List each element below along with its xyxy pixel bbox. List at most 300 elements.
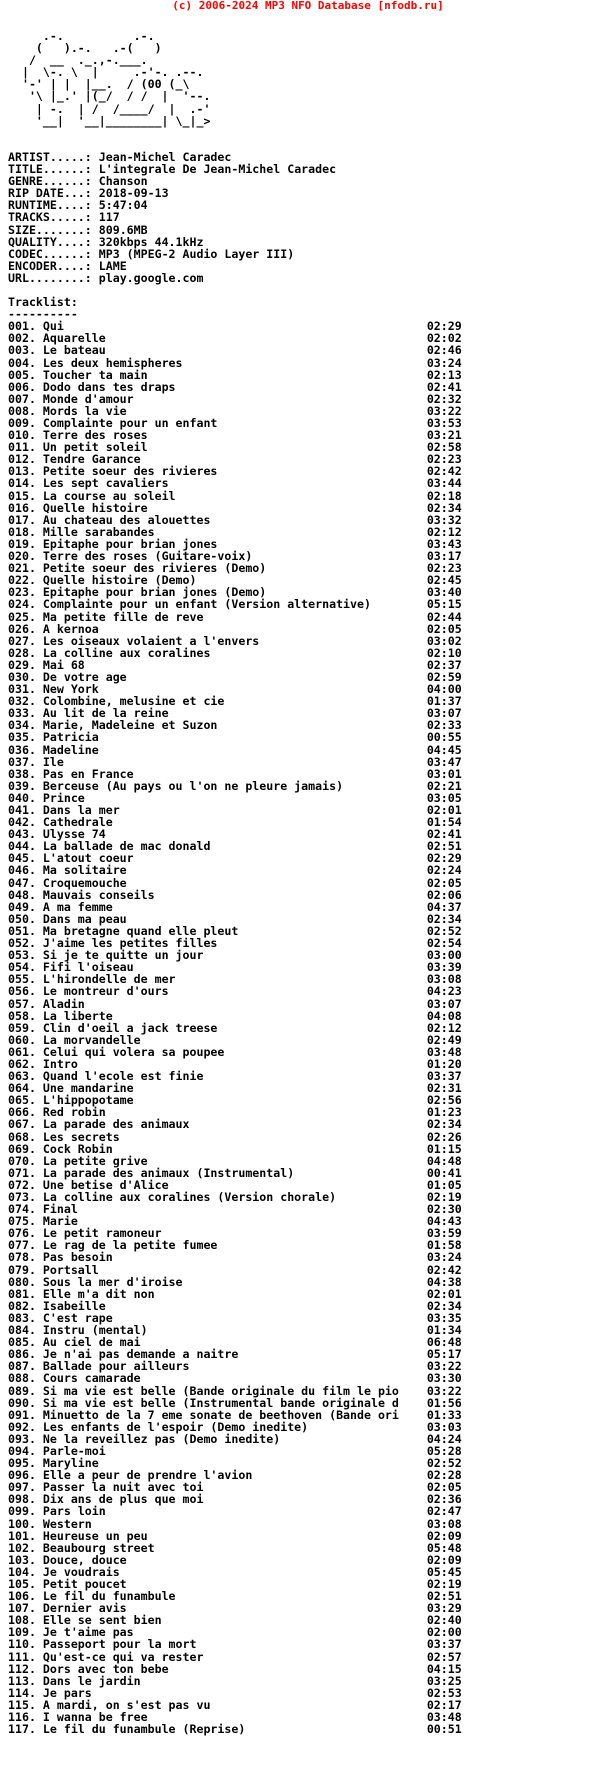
track-title: La ballade de mac donald bbox=[42, 839, 211, 854]
track-duration: 03:30 bbox=[426, 1371, 462, 1386]
track-duration: 02:54 bbox=[426, 936, 462, 951]
track-number: 014. bbox=[8, 476, 43, 491]
track-duration: 03:59 bbox=[426, 1226, 462, 1241]
track-number: 115. bbox=[8, 1697, 43, 1712]
track-number: 039. bbox=[8, 778, 43, 793]
track-duration: 02:53 bbox=[426, 1685, 462, 1700]
track-title: A kernoa bbox=[42, 621, 99, 636]
track-number: 101. bbox=[8, 1528, 43, 1543]
track-duration: 02:42 bbox=[426, 1262, 462, 1277]
track-number: 044. bbox=[8, 839, 43, 854]
track-duration: 02:19 bbox=[426, 1577, 462, 1591]
track-title: Toucher ta main bbox=[42, 367, 148, 382]
track-title: Clin d'oeil a jack treese bbox=[42, 1020, 218, 1035]
track-title: Le petit ramoneur bbox=[42, 1226, 162, 1241]
track-number: 105. bbox=[8, 1577, 43, 1591]
track-duration: 04:48 bbox=[426, 1153, 462, 1168]
track-duration: 03:07 bbox=[426, 996, 462, 1011]
track-title: Dans ma peau bbox=[42, 911, 127, 926]
track-duration: 04:38 bbox=[426, 1274, 462, 1289]
track-duration: 03:35 bbox=[426, 1310, 462, 1325]
track-title: Les oiseaux volaient a l'envers bbox=[42, 633, 260, 648]
track-number: 019. bbox=[8, 536, 43, 551]
track-title: Je voudrais bbox=[42, 1564, 120, 1579]
track-title: Madeline bbox=[42, 742, 99, 757]
track-number: 020. bbox=[8, 549, 43, 564]
track-number: 080. bbox=[8, 1274, 43, 1289]
track-duration: 02:12 bbox=[426, 524, 462, 539]
track-title: Mai 68 bbox=[42, 657, 85, 672]
track-duration: 01:15 bbox=[426, 1141, 462, 1156]
track-title: Si ma vie est belle (Bande originale du film le pio bbox=[42, 1383, 399, 1398]
track-duration: 03:22 bbox=[426, 1383, 462, 1398]
track-title: La colline aux coralines (Version chorale) bbox=[42, 1190, 337, 1204]
title-value: L'integrale De Jean-Michel Caradec bbox=[98, 162, 337, 177]
track-duration: 03:25 bbox=[426, 1673, 462, 1688]
track-duration: 02:46 bbox=[426, 343, 462, 358]
track-title: I wanna be free bbox=[42, 1710, 148, 1725]
track-title: Prince bbox=[42, 790, 85, 805]
track-duration: 02:34 bbox=[426, 1298, 462, 1313]
track-title: Quelle histoire (Demo) bbox=[42, 573, 197, 588]
track-title: Cours camarade bbox=[42, 1371, 141, 1386]
track-duration: 02:49 bbox=[426, 1032, 462, 1047]
track-duration: 01:20 bbox=[426, 1056, 462, 1071]
track-title: Mille sarabandes bbox=[42, 524, 155, 539]
track-number: 075. bbox=[8, 1214, 43, 1229]
track-duration: 05:17 bbox=[426, 1347, 462, 1362]
track-title: Dodo dans tes draps bbox=[42, 379, 176, 394]
track-title: Ma petite fille de reve bbox=[42, 609, 204, 624]
track-duration: 02:34 bbox=[426, 911, 462, 926]
track-title: Red robin bbox=[42, 1105, 106, 1120]
track-duration: 01:54 bbox=[426, 815, 462, 830]
track-title: Les enfants de l'espoir (Demo inedite) bbox=[42, 1419, 309, 1434]
track-title: La colline aux coralines bbox=[42, 645, 211, 660]
track-duration: 02:13 bbox=[426, 367, 462, 382]
track-title: Le bateau bbox=[42, 343, 106, 358]
track-number: 078. bbox=[8, 1250, 43, 1265]
track-title: Le rag de la petite fumee bbox=[42, 1238, 218, 1253]
track-number: 093. bbox=[8, 1431, 43, 1446]
track-duration: 03:44 bbox=[426, 476, 462, 491]
track-title: Les secrets bbox=[42, 1129, 120, 1144]
track-title: Parle-moi bbox=[42, 1443, 106, 1458]
track-number: 004. bbox=[8, 355, 43, 370]
track-duration: 02:33 bbox=[426, 718, 462, 733]
track-number: 030. bbox=[8, 669, 43, 684]
track-number: 042. bbox=[8, 815, 43, 830]
track-duration: 02:37 bbox=[426, 657, 462, 672]
track-duration: 04:08 bbox=[426, 1008, 462, 1023]
track-duration: 03:47 bbox=[426, 754, 462, 769]
track-duration: 04:00 bbox=[426, 682, 462, 697]
track-title: Ulysse 74 bbox=[42, 827, 106, 842]
nfo-text bbox=[8, 30, 462, 1735]
tracklist-separator: ---------- bbox=[8, 307, 78, 322]
track-number: 090. bbox=[8, 1395, 43, 1410]
track-title: Minuetto de la 7 eme sonate de beethoven (Bande ori bbox=[42, 1407, 399, 1422]
track-number: 055. bbox=[8, 972, 43, 987]
track-number: 083. bbox=[8, 1310, 43, 1325]
track-title: Pars loin bbox=[42, 1504, 106, 1519]
label-encoder: ENCODER....: bbox=[8, 258, 99, 273]
track-duration: 02:56 bbox=[426, 1093, 462, 1108]
track-number: 021. bbox=[8, 561, 43, 576]
track-title: Quelle histoire bbox=[42, 500, 148, 515]
track-duration: 02:40 bbox=[426, 1613, 462, 1628]
track-number: 037. bbox=[8, 754, 43, 769]
track-number: 008. bbox=[8, 403, 43, 418]
track-title: A ma femme bbox=[42, 899, 113, 914]
track-duration: 02:41 bbox=[426, 379, 462, 394]
track-number: 053. bbox=[8, 948, 43, 963]
track-title: Les deux hemispheres bbox=[42, 355, 183, 370]
track-duration: 03:24 bbox=[426, 355, 462, 370]
track-number: 104. bbox=[8, 1564, 43, 1579]
site-header: (c) 2006-2024 MP3 NFO Database [nfodb.ru] bbox=[172, 0, 444, 12]
track-title: Celui qui volera sa poupee bbox=[42, 1044, 225, 1059]
track-number: 067. bbox=[8, 1117, 43, 1132]
track-number: 005. bbox=[8, 367, 43, 382]
track-title: La course au soleil bbox=[42, 488, 176, 503]
track-duration: 02:12 bbox=[426, 1020, 462, 1035]
track-duration: 02:30 bbox=[426, 1202, 462, 1217]
track-number: 073. bbox=[8, 1190, 43, 1204]
track-title: Terre des roses bbox=[42, 428, 148, 443]
track-number: 079. bbox=[8, 1262, 43, 1277]
track-number: 032. bbox=[8, 694, 43, 709]
track-title: Monde d'amour bbox=[42, 391, 134, 406]
track-number: 097. bbox=[8, 1480, 43, 1495]
track-duration: 02:52 bbox=[426, 923, 462, 938]
track-duration: 04:23 bbox=[426, 984, 462, 999]
track-number: 034. bbox=[8, 718, 43, 733]
track-title: Ballade pour ailleurs bbox=[42, 1359, 190, 1374]
track-title: Mords la vie bbox=[42, 403, 127, 418]
track-duration: 02:51 bbox=[426, 1589, 462, 1604]
track-title: Fifi l'oiseau bbox=[42, 960, 134, 975]
track-title: Dans le jardin bbox=[42, 1673, 141, 1688]
track-title: Douce, douce bbox=[42, 1552, 127, 1567]
track-number: 050. bbox=[8, 911, 43, 926]
track-number: 061. bbox=[8, 1044, 43, 1059]
track-number: 107. bbox=[8, 1601, 43, 1616]
label-url: URL........: bbox=[8, 270, 99, 285]
track-number: 077. bbox=[8, 1238, 43, 1253]
track-duration: 03:37 bbox=[426, 1637, 462, 1652]
track-number: 117. bbox=[8, 1722, 43, 1737]
track-number: 052. bbox=[8, 936, 43, 951]
track-title: Epitaphe pour brian jones bbox=[42, 536, 218, 551]
track-title: Au lit de la reine bbox=[42, 706, 169, 721]
track-duration: 03:17 bbox=[426, 549, 462, 564]
track-title: Elle se sent bien bbox=[42, 1613, 162, 1628]
track-number: 085. bbox=[8, 1335, 43, 1350]
track-duration: 05:15 bbox=[426, 597, 462, 612]
track-title: Le montreur d'ours bbox=[42, 984, 169, 999]
track-title: Dans la mer bbox=[42, 803, 120, 817]
track-duration: 02:05 bbox=[426, 1480, 462, 1495]
tracks-value: 117 bbox=[98, 210, 120, 225]
label-codec: CODEC......: bbox=[8, 246, 99, 261]
track-title: Petite soeur des rivieres (Demo) bbox=[42, 561, 267, 576]
track-duration: 03:37 bbox=[426, 1069, 462, 1084]
track-number: 088. bbox=[8, 1371, 43, 1386]
label-artist: ARTIST.....: bbox=[8, 149, 99, 164]
track-duration: 03:29 bbox=[426, 1601, 462, 1616]
track-duration: 02:45 bbox=[426, 573, 462, 588]
track-duration: 03:08 bbox=[426, 972, 462, 987]
track-number: 082. bbox=[8, 1298, 43, 1313]
track-number: 074. bbox=[8, 1202, 43, 1217]
track-number: 054. bbox=[8, 960, 43, 975]
track-title: Petit poucet bbox=[42, 1577, 127, 1591]
track-title: L'hirondelle de mer bbox=[42, 972, 176, 987]
label-runtime: RUNTIME....: bbox=[8, 198, 99, 213]
track-number: 064. bbox=[8, 1081, 43, 1096]
track-title: Une betise d'Alice bbox=[42, 1177, 169, 1192]
track-number: 059. bbox=[8, 1020, 43, 1035]
track-number: 112. bbox=[8, 1661, 43, 1676]
track-title: Tendre Garance bbox=[42, 452, 141, 467]
track-number: 069. bbox=[8, 1141, 43, 1156]
track-title: Ma bretagne quand elle pleut bbox=[42, 923, 239, 938]
track-duration: 04:24 bbox=[426, 1431, 462, 1446]
track-number: 070. bbox=[8, 1153, 43, 1168]
track-title: Final bbox=[42, 1202, 78, 1217]
track-number: 049. bbox=[8, 899, 43, 914]
track-number: 076. bbox=[8, 1226, 43, 1241]
track-number: 023. bbox=[8, 585, 43, 600]
track-number: 033. bbox=[8, 706, 43, 721]
track-title: Passeport pour la mort bbox=[42, 1637, 197, 1652]
track-title: Instru (mental) bbox=[42, 1323, 148, 1338]
codec-value: MP3 (MPEG-2 Audio Layer III) bbox=[98, 246, 295, 261]
track-number: 113. bbox=[8, 1673, 43, 1688]
track-duration: 03:05 bbox=[426, 790, 462, 805]
track-duration: 02:23 bbox=[426, 452, 462, 467]
track-duration: 01:58 bbox=[426, 1238, 462, 1253]
track-number: 011. bbox=[8, 440, 43, 455]
track-title: Dernier avis bbox=[42, 1601, 127, 1616]
track-number: 098. bbox=[8, 1492, 43, 1507]
track-number: 058. bbox=[8, 1008, 43, 1023]
quality-value: 320kbps 44.1kHz bbox=[98, 234, 204, 249]
track-title: Mauvais conseils bbox=[42, 887, 155, 902]
track-title: La morvandelle bbox=[42, 1032, 141, 1047]
track-title: Intro bbox=[42, 1056, 78, 1071]
track-duration: 02:05 bbox=[426, 875, 462, 890]
track-title: Complainte pour un enfant (Version alternative) bbox=[42, 597, 371, 612]
track-duration: 02:18 bbox=[426, 488, 462, 503]
track-title: Les sept cavaliers bbox=[42, 476, 169, 491]
track-duration: 06:48 bbox=[426, 1335, 462, 1350]
track-duration: 03:53 bbox=[426, 416, 462, 430]
track-title: Dors avec ton bebe bbox=[42, 1661, 169, 1676]
track-number: 106. bbox=[8, 1589, 43, 1604]
track-duration: 02:10 bbox=[426, 645, 462, 660]
track-duration: 02:47 bbox=[426, 1504, 462, 1519]
track-duration: 00:55 bbox=[426, 730, 462, 745]
track-title: Ne la reveillez pas (Demo inedite) bbox=[42, 1431, 281, 1446]
label-size: SIZE.......: bbox=[8, 222, 99, 237]
track-duration: 01:05 bbox=[426, 1177, 462, 1192]
track-number: 092. bbox=[8, 1419, 43, 1434]
track-duration: 02:59 bbox=[426, 669, 462, 684]
track-duration: 02:01 bbox=[426, 803, 462, 817]
track-number: 094. bbox=[8, 1443, 43, 1458]
track-title: L'atout coeur bbox=[42, 851, 134, 866]
track-duration: 01:33 bbox=[426, 1407, 462, 1422]
tracklist-label: Tracklist: bbox=[8, 295, 78, 310]
track-number: 038. bbox=[8, 766, 43, 781]
track-title: Elle a peur de prendre l'avion bbox=[42, 1468, 253, 1483]
track-number: 031. bbox=[8, 682, 43, 697]
track-title: Western bbox=[42, 1516, 92, 1531]
track-title: C'est rape bbox=[42, 1310, 113, 1325]
track-number: 111. bbox=[8, 1649, 43, 1664]
track-duration: 02:34 bbox=[426, 1117, 462, 1132]
track-number: 025. bbox=[8, 609, 43, 624]
track-title: Je t'aime pas bbox=[42, 1625, 134, 1640]
track-number: 096. bbox=[8, 1468, 43, 1483]
track-number: 100. bbox=[8, 1516, 43, 1531]
track-title: Qui bbox=[42, 319, 64, 334]
track-duration: 02:32 bbox=[426, 391, 462, 406]
track-number: 102. bbox=[8, 1540, 43, 1555]
track-duration: 02:06 bbox=[426, 887, 462, 902]
label-rip-date: RIP DATE...: bbox=[8, 186, 99, 201]
track-duration: 03:32 bbox=[426, 512, 462, 527]
track-duration: 03:08 bbox=[426, 1516, 462, 1531]
track-number: 017. bbox=[8, 512, 43, 527]
track-title: La parade des animaux bbox=[42, 1117, 190, 1132]
track-duration: 02:31 bbox=[426, 1081, 462, 1096]
track-number: 045. bbox=[8, 851, 43, 866]
track-title: Petite soeur des rivieres bbox=[42, 464, 218, 479]
track-title: Portsall bbox=[42, 1262, 99, 1277]
track-number: 026. bbox=[8, 621, 43, 636]
track-title: Quand l'ecole est finie bbox=[42, 1069, 204, 1084]
track-number: 015. bbox=[8, 488, 43, 503]
track-number: 114. bbox=[8, 1685, 43, 1700]
track-duration: 02:21 bbox=[426, 778, 462, 793]
track-duration: 04:45 bbox=[426, 742, 462, 757]
track-duration: 02:52 bbox=[426, 1456, 462, 1471]
track-number: 041. bbox=[8, 803, 43, 817]
track-number: 016. bbox=[8, 500, 43, 515]
track-title: Le fil du funambule (Reprise) bbox=[42, 1722, 246, 1737]
track-title: Un petit soleil bbox=[42, 440, 148, 455]
track-title: Maryline bbox=[42, 1456, 99, 1471]
track-number: 046. bbox=[8, 863, 43, 878]
track-duration: 03:21 bbox=[426, 428, 462, 443]
track-number: 066. bbox=[8, 1105, 43, 1120]
track-number: 062. bbox=[8, 1056, 43, 1071]
runtime-value: 5:47:04 bbox=[98, 198, 148, 213]
track-duration: 03:01 bbox=[426, 766, 462, 781]
track-title: Passer la nuit avec toi bbox=[42, 1480, 204, 1495]
track-number: 108. bbox=[8, 1613, 43, 1628]
track-title: J'aime les petites filles bbox=[42, 936, 218, 951]
track-number: 029. bbox=[8, 657, 43, 672]
track-number: 087. bbox=[8, 1359, 43, 1374]
track-duration: 03:22 bbox=[426, 1359, 462, 1374]
track-duration: 05:28 bbox=[426, 1443, 462, 1458]
label-genre: GENRE......: bbox=[8, 174, 99, 189]
track-title: L'hippopotame bbox=[42, 1093, 134, 1108]
track-title: Si ma vie est belle (Instrumental bande originale d bbox=[42, 1395, 399, 1410]
track-title: Epitaphe pour brian jones (Demo) bbox=[42, 585, 267, 600]
track-number: 086. bbox=[8, 1347, 43, 1362]
track-number: 009. bbox=[8, 416, 43, 430]
track-duration: 03:39 bbox=[426, 960, 462, 975]
track-number: 072. bbox=[8, 1177, 43, 1192]
track-number: 028. bbox=[8, 645, 43, 660]
track-number: 040. bbox=[8, 790, 43, 805]
track-number: 057. bbox=[8, 996, 43, 1011]
track-number: 027. bbox=[8, 633, 43, 648]
track-number: 007. bbox=[8, 391, 43, 406]
track-number: 063. bbox=[8, 1069, 43, 1084]
track-title: Marie, Madeleine et Suzon bbox=[42, 718, 218, 733]
track-title: Croquemouche bbox=[42, 875, 127, 890]
track-number: 051. bbox=[8, 923, 43, 938]
track-duration: 02:02 bbox=[426, 331, 462, 346]
track-title: Dix ans de plus que moi bbox=[42, 1492, 204, 1507]
track-title: Isabeille bbox=[42, 1298, 106, 1313]
track-title: Cock Robin bbox=[42, 1141, 113, 1156]
track-duration: 04:15 bbox=[426, 1661, 462, 1676]
track-duration: 03:22 bbox=[426, 403, 462, 418]
track-duration: 02:29 bbox=[426, 851, 462, 866]
track-title: Complainte pour un enfant bbox=[42, 416, 218, 430]
track-duration: 02:01 bbox=[426, 1286, 462, 1301]
track-duration: 03:48 bbox=[426, 1044, 462, 1059]
track-number: 001. bbox=[8, 319, 43, 334]
track-duration: 02:34 bbox=[426, 500, 462, 515]
track-duration: 01:56 bbox=[426, 1395, 462, 1410]
tracklist bbox=[8, 319, 462, 1736]
label-tracks: TRACKS.....: bbox=[8, 210, 99, 225]
track-duration: 02:51 bbox=[426, 839, 462, 854]
track-duration: 02:57 bbox=[426, 1649, 462, 1664]
track-number: 081. bbox=[8, 1286, 43, 1301]
track-duration: 02:26 bbox=[426, 1129, 462, 1144]
track-duration: 03:40 bbox=[426, 585, 462, 600]
track-number: 024. bbox=[8, 597, 43, 612]
track-duration: 03:02 bbox=[426, 633, 462, 648]
track-duration: 02:23 bbox=[426, 561, 462, 576]
track-number: 048. bbox=[8, 887, 43, 902]
track-number: 002. bbox=[8, 331, 43, 346]
track-number: 060. bbox=[8, 1032, 43, 1047]
track-title: Pas besoin bbox=[42, 1250, 113, 1265]
track-number: 089. bbox=[8, 1383, 43, 1398]
track-duration: 01:37 bbox=[426, 694, 462, 709]
track-title: New York bbox=[42, 682, 99, 697]
track-duration: 02:44 bbox=[426, 609, 462, 624]
track-title: Ile bbox=[42, 754, 64, 769]
track-number: 013. bbox=[8, 464, 43, 479]
track-number: 103. bbox=[8, 1552, 43, 1567]
track-title: Au chateau des alouettes bbox=[42, 512, 211, 527]
url-value[interactable]: play.google.com bbox=[98, 270, 204, 285]
track-row bbox=[8, 1722, 462, 1736]
label-quality: QUALITY....: bbox=[8, 234, 99, 249]
track-number: 116. bbox=[8, 1710, 43, 1725]
